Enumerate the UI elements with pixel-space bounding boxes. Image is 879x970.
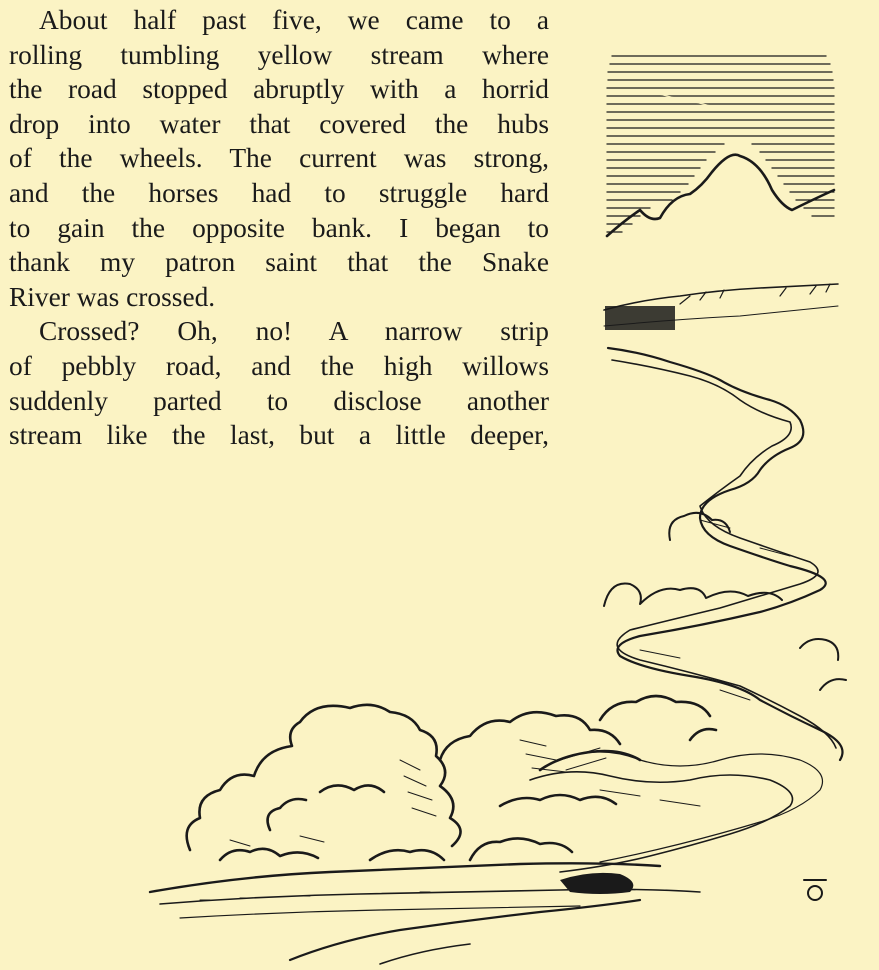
mountain-sky-vignette <box>607 56 834 236</box>
text-line: of pebbly road, and the high willows <box>9 350 549 381</box>
text-line: rolling tumbling yellow stream where <box>9 39 549 70</box>
text-line: drop into water that covered the hubs <box>9 108 549 139</box>
distant-treeline <box>604 284 838 330</box>
text-line: suddenly parted to disclose another <box>9 385 549 416</box>
foreground-trees <box>187 696 716 860</box>
text-line: of the wheels. The current was strong, <box>9 143 549 174</box>
text-line: the road stopped abruptly with a horrid <box>9 74 549 105</box>
mountain-ridge <box>607 155 834 236</box>
text-line: About half past five, we came to a <box>39 5 549 35</box>
text-line: to gain the opposite bank. I began to <box>9 212 549 243</box>
text-line: thank my patron saint that the Snake <box>9 247 549 278</box>
winding-river <box>530 348 843 872</box>
foreground-bank <box>150 863 700 964</box>
text-line: and the horses had to struggle hard <box>9 177 549 208</box>
text-line: stream like the last, but a little deeper, <box>9 420 549 451</box>
tree-shading <box>230 740 606 846</box>
text-line: River was crossed. <box>9 281 216 312</box>
midground-shrubs <box>604 513 846 690</box>
artist-monogram <box>804 880 826 900</box>
text-line: Crossed? Oh, no! A narrow strip <box>39 316 549 347</box>
river-ripples <box>600 520 790 806</box>
